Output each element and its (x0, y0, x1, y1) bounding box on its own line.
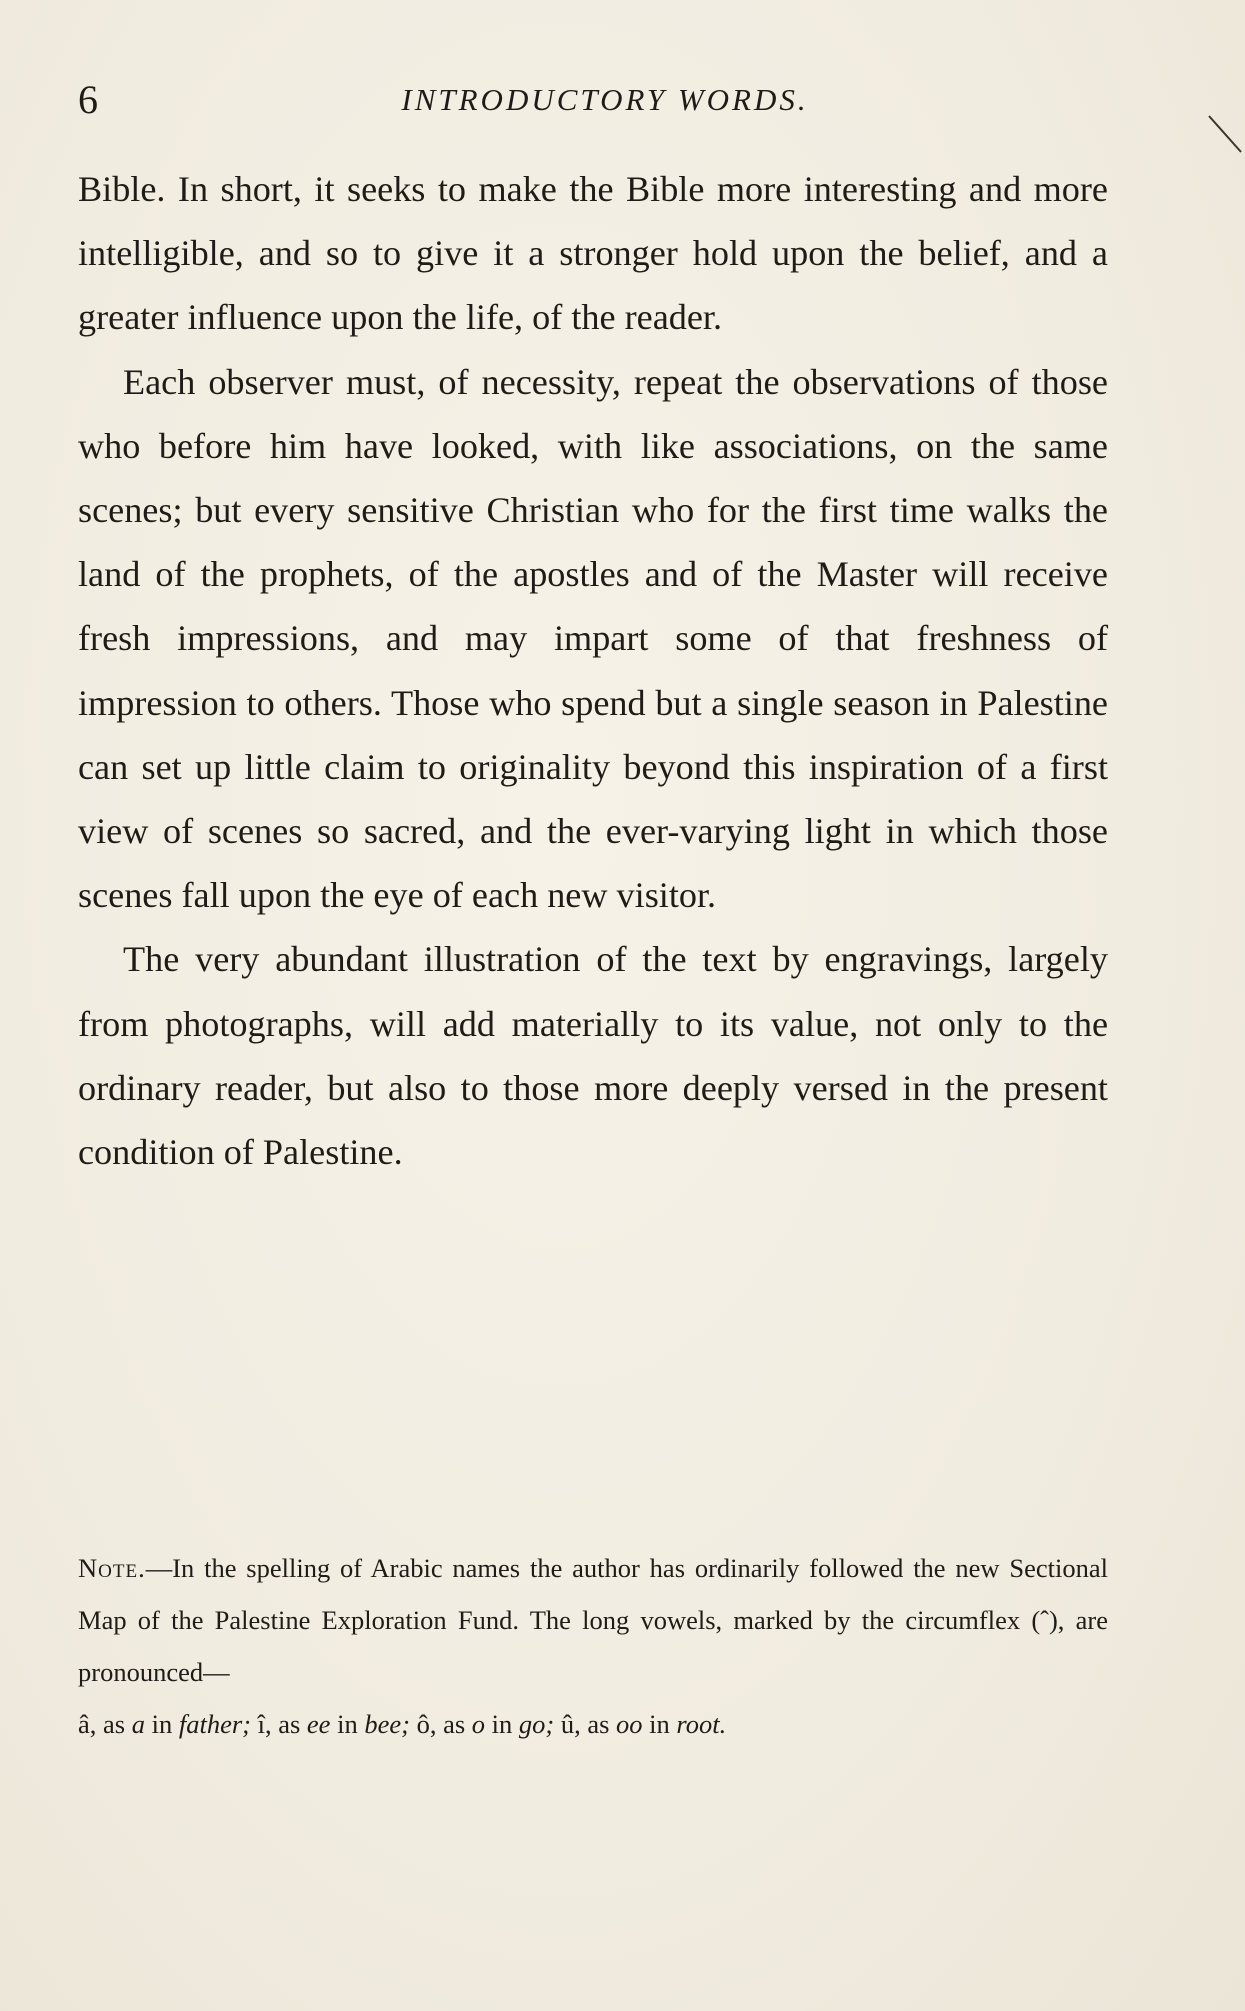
vowel-entry: î, as ee in bee; (257, 1709, 410, 1739)
page-header (78, 78, 1108, 138)
vowel-entry: û, as oo in root. (560, 1709, 727, 1739)
running-title: INTRODUCTORY WORDS. (401, 82, 809, 117)
page-corner-mark (1205, 112, 1245, 156)
note-label: Note. (78, 1553, 146, 1583)
vowel-entry: ô, as o in go; (416, 1709, 555, 1739)
page-number: 6 (78, 77, 98, 122)
paragraph-3: The very abundant illustration of the text by engravings, largely from photographs, will add materially to its value, not only to the ordinary reader, but also to those more deeply versed in the present condition of Palestine. (78, 939, 1108, 1173)
note-text: —In the spelling of Arabic names the author has ordinarily followed the new Sectional Map of the Palestine Exploration Fund. The long vowels, marked by the circumflex (ˆ), are pronounced— (78, 1553, 1108, 1687)
vowel-entry: â, as a in father; (78, 1709, 251, 1739)
paragraph-1: Bible. In short, it seeks to make the Bible more interesting and more intelligible, and so to give it a stronger hold upon the belief, and a greater influence upon the life, of the reader. (78, 169, 1108, 338)
body-text (78, 157, 1108, 1184)
paragraph-2: Each observer must, of necessity, repeat the observations of those who before him have looked, with like associations, on the same scenes; but every sensitive Christian who for the first time walks the land of the prophets, of the apostles and of the Master will receive fresh impressions, and may impart some of that freshness of impression to others. Those who spend but a single season in Palestine can set up little claim to originality beyond this inspiration of a first view of scenes so sacred, and the ever-varying light in which those scenes fall upon the eye of each new visitor. (78, 361, 1108, 916)
footnote (78, 1542, 1108, 1750)
